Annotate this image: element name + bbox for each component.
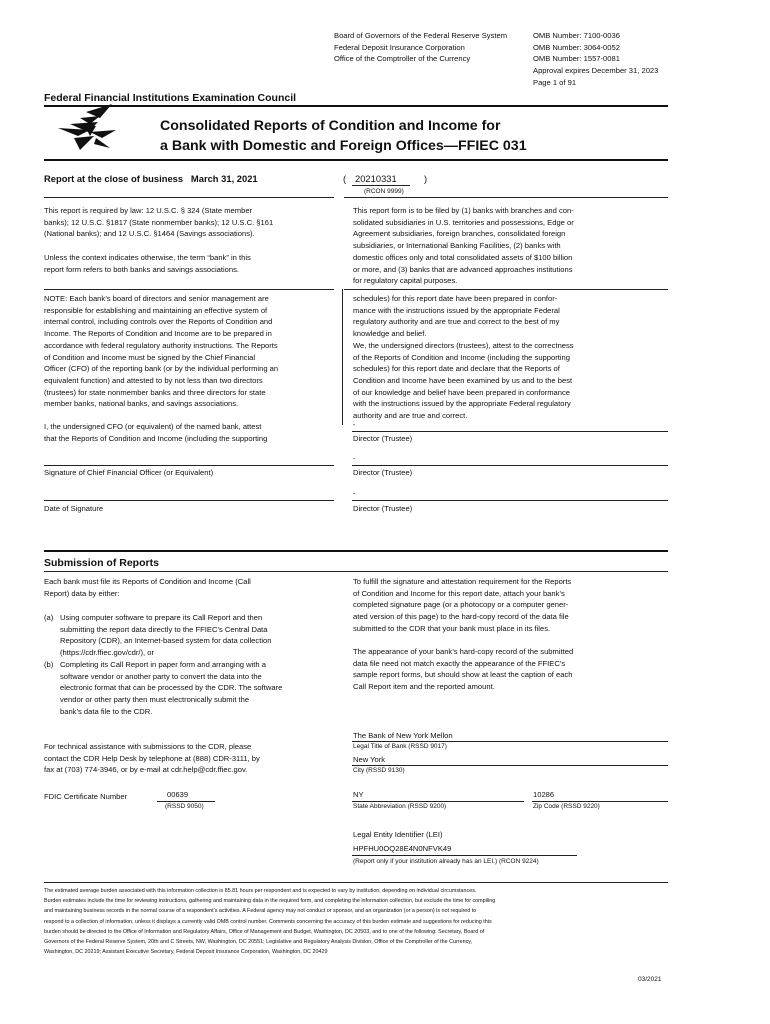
title-rule [44, 159, 668, 161]
submission-rule [44, 550, 668, 552]
lei-line [352, 855, 577, 856]
city-value[interactable]: New York [353, 755, 386, 764]
zip-value[interactable]: 10286 [533, 790, 555, 799]
filer-scope: This report form is to be filed by (1) banks with branches and con- solidated subsidiaries in U.S. territories and possessions, Edge or Agreement subsidiaries, foreign branches, consolidated foreign subsidiaries, or International Banking Facilities, (2) banks with domestic offices only and total consolidated assets of $100 billion or more, and (3) banks that are advanced approaches institutions for regulatory capital purposes. [353, 206, 574, 286]
date-rule-right [344, 197, 668, 198]
cfo-attestation: I, the undersigned CFO (or equivalent) of the named bank, attest that the Reports of Condition and Income (including the supporting [44, 422, 268, 443]
zip-label: Zip Code (RSSD 9220) [533, 803, 600, 810]
lei-value[interactable]: HPFHU0OQ28E4N0NFVK49 [353, 844, 452, 853]
attestation-instructions: To fulfill the signature and attestation requirement for the Reports of Condition and Income for this report date, attach your bank’s completed signature page (or a photocopy or a computer gener- ated version of this page) to the hard-copy record of the data file submitted to the CDR that your bank must place in its files. [353, 577, 572, 633]
legal-authority: This report is required by law: 12 U.S.C. § 324 (State member banks); 12 U.S.C. §1817 (State nonmember banks); 12 U.S.C. §161 (National banks); and 12 U.S.C. §1464 (Savings associations). [44, 206, 274, 239]
header-rule [44, 105, 668, 107]
hard-copy-note: The appearance of your bank’s hard-copy record of the submitted data file need not match exactly the appearance of the FFIEC’s sample report forms, but should show at least the caption of each Call Report item and the reported amount. [353, 647, 574, 692]
agency-line: Office of the Comptroller of the Currency [334, 54, 471, 64]
open-paren: ( [343, 173, 347, 184]
option-b-text: Completing its Call Report in paper form and arranging with a software vendor or another party to convert the data into the electronic format that can be processed by the CDR. The software vendor or other party then must electronically submit the bank’s data file to the CDR. [60, 660, 283, 716]
lei-note: (Report only if your institution already has an LEI.) (RCON 9224) [353, 858, 539, 865]
rcon-code: (RCON 9999) [364, 188, 404, 195]
director-sign-line[interactable] [352, 500, 668, 501]
intro-rule-left [44, 289, 334, 290]
city-label: City (RSSD 9130) [353, 767, 405, 774]
bank-name-value[interactable]: The Bank of New York Mellon [353, 731, 453, 740]
form-revision-code: 03/2021 [638, 976, 662, 983]
omb-line: Approval expires December 31, 2023 [533, 66, 659, 76]
report-date: March 31, 2021 [190, 173, 258, 184]
lei-label: Legal Entity Identifier (LEI) [353, 830, 443, 839]
fdic-cert-code: (RSSD 9050) [165, 803, 204, 810]
submission-heading: Submission of Reports [44, 557, 159, 569]
omb-line: OMB Number: 3064-0052 [533, 42, 620, 52]
director-sign-line[interactable] [352, 465, 668, 466]
date-sign-line[interactable] [44, 500, 334, 501]
title-line: Consolidated Reports of Condition and Income for [160, 118, 501, 134]
date-rule-left [44, 197, 334, 198]
submission-heading-rule [44, 571, 668, 572]
option-a-text: Using computer software to prepare its Call Report and then submitting the report data directly to the FFIEC’s Central Data Repository (CDR), an Internet-based system for data collection (https://cdr.ffiec.gov/cdr/), or [60, 613, 272, 658]
fdic-cert-label: FDIC Certificate Number [44, 792, 128, 801]
report-date-value: 20210331 [355, 173, 397, 184]
option-a-label: (a) [44, 613, 54, 622]
intro-rule-right [344, 289, 668, 290]
agency-list [334, 30, 507, 65]
omb-line: Page 1 of 91 [533, 77, 577, 87]
report-date-underline [352, 185, 410, 186]
bank-term-note: Unless the context indicates otherwise, the term “bank” in this report form refers to both banks and savings associations. [44, 253, 251, 274]
report-date-label: Report at the close of business March 31, 2021 [44, 173, 258, 184]
date-of-signature-label: Date of Signature [44, 504, 104, 513]
omb-line: OMB Number: 7100-0036 [533, 31, 620, 40]
technical-assistance: For technical assistance with submissions to the CDR, please contact the CDR Help Desk by telephone at (888) CDR-3111, by fax at (703) 774-3946, or by e-mail at cdr.help@cdr.ffiec.gov. [44, 742, 260, 775]
title-line: a Bank with Domestic and Foreign Offices—FFIEC 031 [160, 138, 527, 154]
ffiec-logo [50, 102, 134, 156]
burden-rule [44, 882, 668, 883]
cfo-sign-line[interactable] [44, 465, 334, 466]
director-label: Director (Trustee) [353, 434, 413, 443]
option-b-label: (b) [44, 660, 54, 669]
signature-dash: - [353, 456, 356, 463]
signature-dash: - [353, 422, 356, 429]
close-paren: ) [424, 173, 428, 184]
director-label: Director (Trustee) [353, 468, 413, 477]
council-name: Federal Financial Institutions Examination Council [44, 92, 297, 104]
omb-line: OMB Number: 1557-0081 [533, 54, 620, 64]
fdic-cert-value[interactable]: 00639 [167, 790, 189, 799]
burden-statement: The estimated average burden associated with this information collection is 85.81 hours per respondent and is expected to vary by institution, depending on individual circumstances. Burden estimates include the time for reviewing instructions, gathering and maintaining data in the required form, and completing the information collection, but exclude the time for compiling and maintaining business records in the normal course of a respondent’s activities. A Federal agency may not conduct or sponsor, and an organization (or a person) is not required to respond to a collection of information, unless it displays a currently valid OMB control number. Comments concerning the accuracy of this burden estimate and suggestions for reducing this burden should be directed to the Office of Information and Regulatory Affairs, Office of Management and Budget, Washington, DC 20503, and to one of the following: Secretary, Board of Governors of the Federal Reserve System, 20th and C Streets, NW, Washington, DC 20551; Legislative and Regulatory Analysis Division, Office of the Comptroller of the Currency, Washington, DC 20219; Assistant Executive Secretary, Federal Deposit Insurance Corporation, Washington, DC 20429 [44, 888, 496, 956]
state-label: State Abbreviation (RSSD 9200) [353, 803, 447, 810]
state-value[interactable]: NY [353, 790, 364, 799]
report-title [160, 116, 527, 156]
bank-name-label: Legal Title of Bank (RSSD 9017) [353, 743, 447, 750]
submission-intro: Each bank must file its Reports of Condition and Income (Call Report) data by either: [44, 577, 251, 598]
omb-list [533, 30, 658, 89]
agency-line: Federal Deposit Insurance Corporation [334, 42, 465, 52]
director-sign-line[interactable] [352, 431, 668, 432]
column-divider [342, 289, 343, 425]
director-label: Director (Trustee) [353, 504, 413, 513]
board-note: NOTE: Each bank’s board of directors and senior management are responsible for establishing and maintaining an effective system of internal control, including controls over the Reports of Condition and Income. The Reports of Condition and Income are to be prepared in accordance with federal regulatory authority instructions. The Reports of Condition and Income must be signed by the Chief Financial Officer (CFO) of the reporting bank (or by the individual performing an equivalent function) and attested to by not less than two directors (trustees) for state nonmember banks and three directors for state member banks, national banks, and savings associations. [44, 294, 279, 409]
cfo-signature-label: Signature of Chief Financial Officer (or Equivalent) [44, 468, 214, 477]
signature-dash: - [353, 491, 356, 498]
agency-line: Board of Governors of the Federal Reserve System [334, 31, 508, 40]
director-attestation: schedules) for this report date have been prepared in confor- mance with the instructions issued by the appropriate Federal regulatory authority and are true and correct to the best of my knowledge and belief. We, the undersigned directors (trustees), attest to the correctness of the Reports of Condition and Income (including the supporting schedules) for this report date and declare that the Reports of Condition and Income have been examined by us and to the best of our knowledge and belief have been prepared in conformance with the instructions issued by the appropriate Federal regulatory authority and are true and correct. [353, 294, 574, 421]
